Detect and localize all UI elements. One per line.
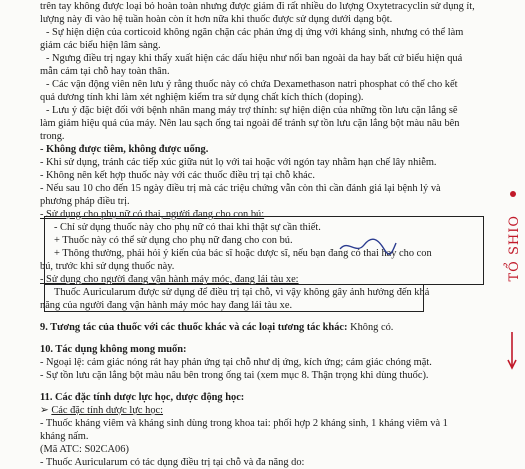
margin-stamp: TỔ SHIO (507, 215, 522, 282)
text-line: - Ngoại lệ: cảm giác nóng rát hay phản ứng tại chỗ như dị ứng, kích ứng; cảm giác chóng mặt. (40, 357, 432, 368)
section-11-heading: 11. Các đặc tính dược lực học, dược động học: (40, 392, 245, 403)
text-line: - Không nên kết hợp thuốc này với các thuốc điều trị tại chỗ khác. (40, 170, 316, 181)
text-line: - Chỉ sử dụng thuốc này cho phụ nữ có thai khi thật sự cần thiết. (54, 222, 321, 233)
text-line: phương pháp điều trị. (40, 196, 130, 207)
text-line: - Lưu ý đặc biệt đối với bệnh nhân mang máy trợ thính: sự hiện diện của những tồn lưu cặn lắng sẽ (46, 105, 458, 116)
text-line: - Sự hiện diện của corticoid không ngăn chặn các phản ứng dị ứng với kháng sinh, nhưng có thể làm (46, 27, 464, 38)
margin-dot-icon (505, 186, 521, 202)
text-line: làm giảm hiệu quả của máy. Nên lau sạch ống tai ngoài để tránh sự tồn lưu cặn lắng bột màu nâu bên (40, 118, 460, 129)
text-line: - Thuốc kháng viêm và kháng sinh dùng trong khoa tai: phối hợp 2 kháng sinh, 1 kháng viêm và 1 (40, 418, 448, 429)
text-line: - Khi sử dụng, tránh các tiếp xúc giữa nút lọ với tai hoặc với ngón tay nhằm hạn chế lây nhiễm. (40, 157, 437, 168)
section-10-heading: 10. Tác dụng không mong muốn: (40, 344, 187, 355)
text-line: trong. (40, 131, 65, 142)
section-9-heading: 9. Tương tác của thuốc với các thuốc khác và các loại tương tác khác: (40, 322, 348, 333)
text-line: bú, trước khi sử dụng thuốc này. (40, 261, 175, 272)
driving-box (44, 284, 424, 312)
margin-mark-icon (505, 330, 519, 370)
signature-scribble (338, 235, 398, 257)
text-line: - Các vận động viên nên lưu ý rằng thuốc này có chứa Dexamethason natri phosphat có thể cho kết (46, 79, 458, 90)
section-9 (40, 321, 490, 334)
text-line: (Mã ATC: S02CA06) (40, 444, 129, 455)
section-9-value: Không có. (347, 322, 394, 333)
warning-heading: - Không được tiêm, không được uống. (40, 144, 209, 155)
pharmacodynamics-subheading: ➢ Các đặc tính dược lực học: (40, 405, 164, 416)
pregnancy-box (44, 216, 484, 285)
subheading-pregnancy: - Sử dụng cho phụ nữ có thai, người đang cho con bú: (40, 209, 265, 220)
arrow-bullet-icon: ➢ (40, 405, 49, 416)
text-line: - Ngưng điều trị ngay khi thấy xuất hiện các dấu hiệu như nổi ban ngoài da hay bất cứ biểu hiện quá (46, 53, 463, 64)
text-line: giảm các biểu hiện lâm sàng. (40, 40, 161, 51)
text-line: - Nếu sau 10 cho đến 15 ngày điều trị mà các triệu chứng vẫn còn thì cần đánh giá lại bệnh lý và (40, 183, 441, 194)
text-line: mẫn cảm tại chỗ hay toàn thân. (40, 66, 170, 77)
text-line: kháng nấm. (40, 431, 89, 442)
text-line: + Thuốc này có thể sử dụng cho phụ nữ đang cho con bú. (54, 235, 293, 246)
text-line: + Thông thường, phải hỏi ý kiến của bác sĩ hoặc dược sĩ, nếu bạn đang có thai hay cho con (54, 248, 432, 259)
text-line: năng của người đang vận hành máy móc hay đang lái tàu xe. (40, 300, 293, 311)
text-line: - Thuốc Auricularum có tác dụng điều trị tại chỗ và đa năng do: (40, 457, 305, 468)
subheading-driving: - Sử dụng cho người đang vận hành máy móc, đang lái tàu xe: (40, 274, 299, 285)
text-line: Thuốc Auricularum được sử dụng để điều trị tại chỗ, vì vậy không gây ảnh hưởng đến khả (54, 287, 430, 298)
text-line: trên tay không được loại bỏ hoàn toàn nhưng được giảm đi rất nhiều do lượng Oxytetracyclin sử dụng ít, (40, 1, 475, 12)
text-line: quả dương tính khi làm xét nghiệm kiểm tra sử dụng chất kích thích (doping). (40, 92, 364, 103)
text-line: - Sự tồn lưu cặn lắng bột màu nâu bên trong ống tai (xem mục 8. Thận trọng khi dùng thuốc). (40, 370, 429, 381)
text-line: lượng này đi vào hệ tuần hoàn còn ít hơn nữa khi thuốc được sử dụng dưới dạng bột. (40, 14, 393, 25)
